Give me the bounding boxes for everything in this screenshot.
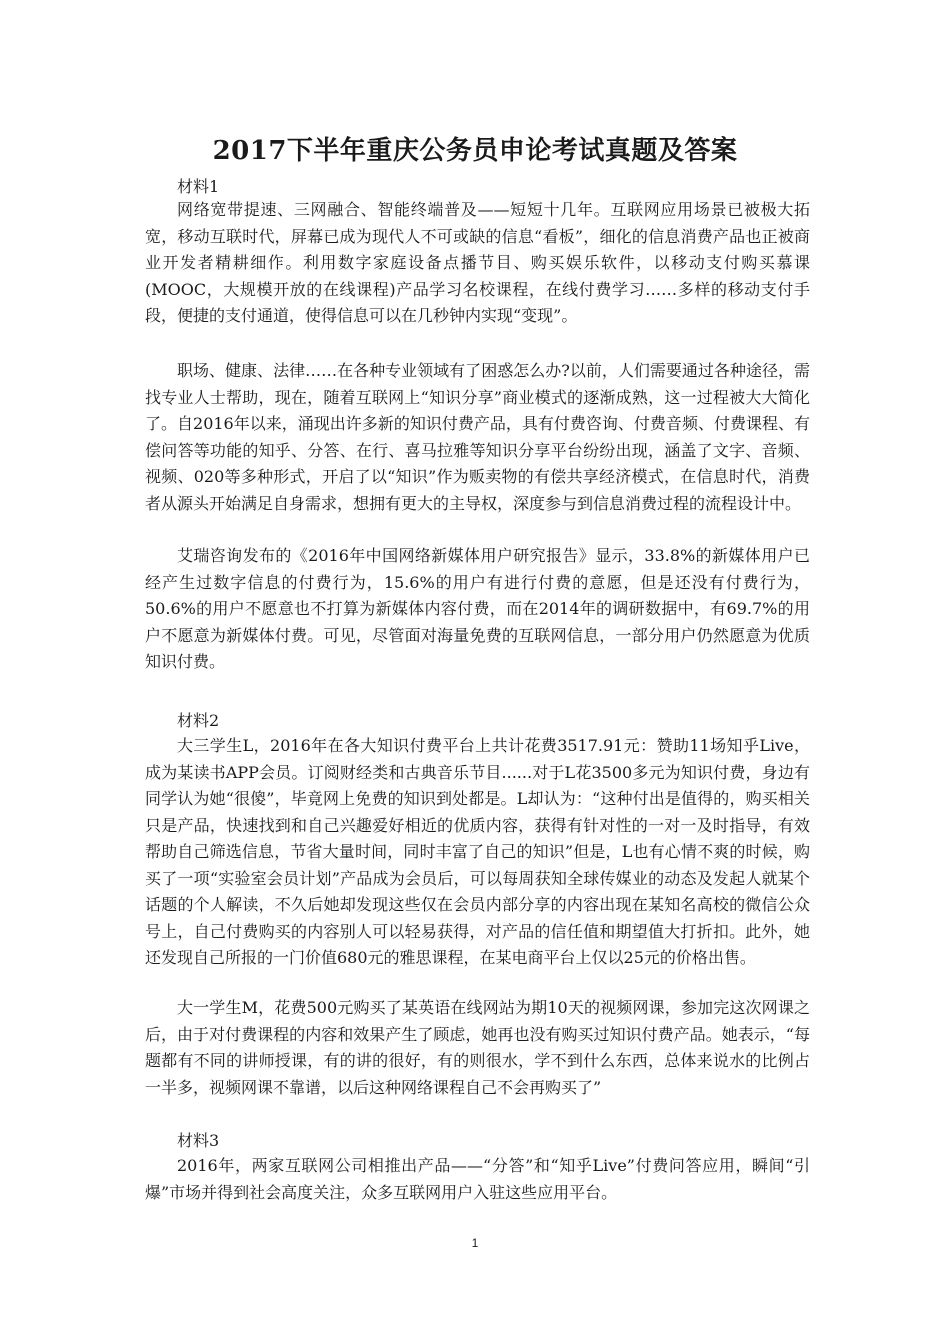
material-1-paragraph-3: 艾瑞咨询发布的《2016年中国网络新媒体用户研究报告》显示，33.8%的新媒体用户已经产生过数字信息的付费行为，15.6%的用户有进行付费的意愿，但是还没有付费行为，50.6%的用户不愿意也不打算为新媒体内容付费，而在2014年的调研数据中，有69.7%的用户不愿意为新媒体付费。可见，尽管面对海量免费的互联网信息，一部分用户仍然愿意为优质知识付费。 (145, 546, 810, 671)
material-1-paragraph-2: 职场、健康、法律……在各种专业领域有了困惑怎么办?以前，人们需要通过各种途径，需找专业人士帮助，现在，随着互联网上“知识分享”商业模式的逐渐成熟，这一过程被大大简化了。自2016年以来，涌现出许多新的知识付费产品，具有付费咨询、付费音频、付费课程、有偿问答等功能的知乎、分答、在行、喜马拉雅等知识分享平台纷纷出现，涵盖了文字、音频、视频、020等多种形式，开启了以“知识”作为贩卖物的有偿共享经济模式，在信息时代，消费者从源头开始满足自身需求，想拥有更大的主导权，深度参与到信息消费过程的流程设计中。 (145, 361, 810, 513)
material-3-paragraph-1: 2016年，两家互联网公司相推出产品——“分答”和“知乎Live”付费问答应用，瞬间“引爆”市场并得到社会高度关注，众多互联网用户入驻这些应用平台。 (145, 1156, 810, 1202)
page-number: 1 (471, 1236, 479, 1250)
material-2-label: 材料2 (177, 711, 220, 730)
material-2-paragraph-1: 大三学生L，2016年在各大知识付费平台上共计花费3517.91元：赞助11场知乎Live，成为某读书APP会员。订阅财经类和古典音乐节目......对于L花3500多元为知识付费，身边有同学认为她“很傻”，毕竟网上免费的知识到处都是。L却认为：“这种付出是值得的，购买相关只是产品，快速找到和自己兴趣爱好相近的优质内容，获得有针对性的一对一及时指导，有效帮助自己筛选信息，节省大量时间，同时丰富了自己的知识”但是，L也有心情不爽的时候，购买了一项“实验室会员计划”产品成为会员后，可以每周获知全球传媒业的动态及发起人就某个话题的个人解读，不久后她却发现这些仅在会员内部分享的内容出现在某知名高校的微信公众号上，自己付费购买的内容别人可以轻易获得，对产品的信任值和期望值大打折扣。此外，她还发现自己所报的一门价值680元的雅思课程，在某电商平台上仅以25元的价格出售。 (145, 736, 810, 967)
document-title: 2017下半年重庆公务员申论考试真题及答案 (212, 136, 738, 166)
material-1-label: 材料1 (177, 177, 220, 196)
material-2-paragraph-2: 大一学生M，花费500元购买了某英语在线网站为期10天的视频网课，参加完这次网课之后，由于对付费课程的内容和效果产生了顾虑，她再也没有购买过知识付费产品。她表示，“每题都有不同的讲师授课，有的讲的很好，有的则很水，学不到什么东西，总体来说水的比例占一半多，视频网课不靠谱，以后这种网络课程自己不会再购买了” (145, 998, 810, 1097)
material-1-paragraph-1: 网络宽带提速、三网融合、智能终端普及——短短十几年。互联网应用场景已被极大拓宽，移动互联时代，屏幕已成为现代人不可或缺的信息“看板”，细化的信息消费产品也正被商业开发者精耕细作。利用数字家庭设备点播节目、购买娱乐软件，以移动支付购买慕课(MOOC，大规模开放的在线课程)产品学习名校课程，在线付费学习……多样的移动支付手段，便捷的支付通道，使得信息可以在几秒钟内实现“变现”。 (145, 200, 810, 325)
material-3-label: 材料3 (177, 1131, 220, 1150)
